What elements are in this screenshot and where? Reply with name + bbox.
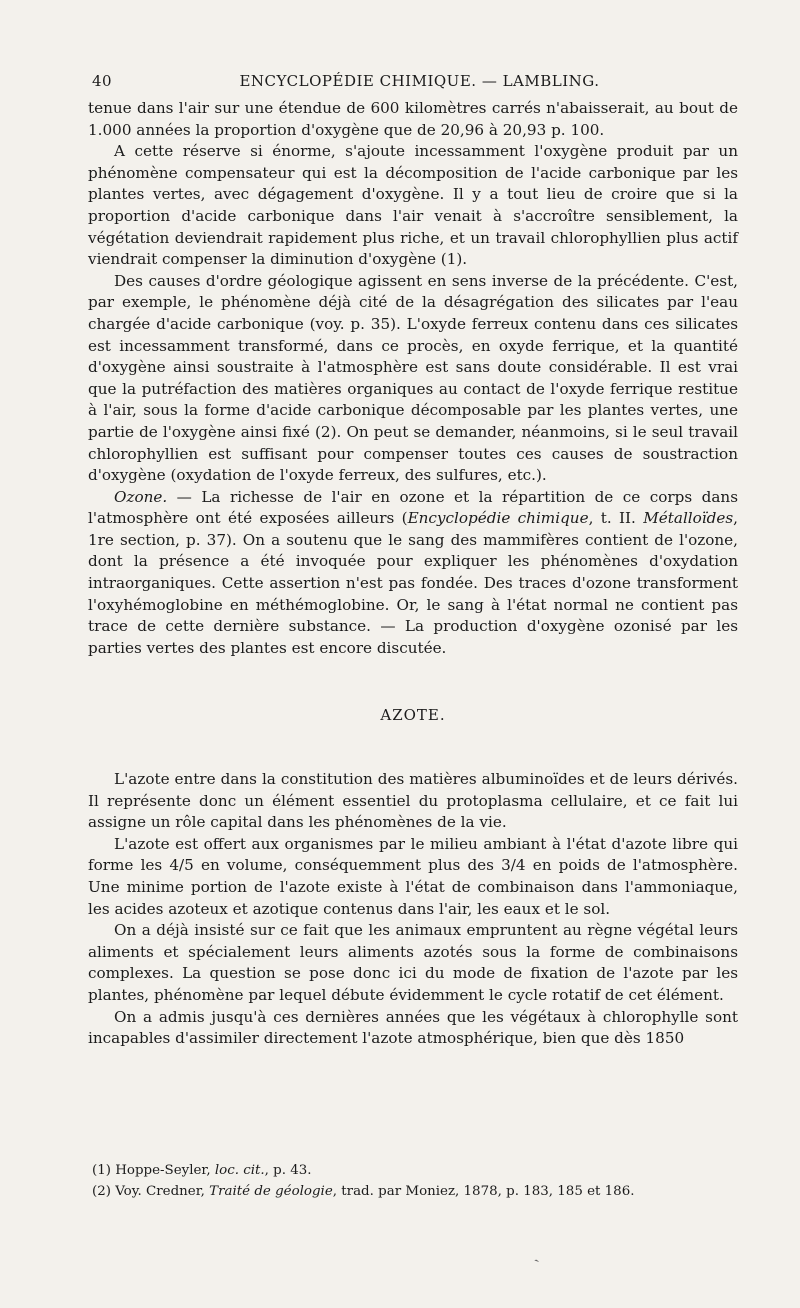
citation: loc. cit.	[214, 1163, 265, 1178]
text-span: , trad. par Moniez, 1878, p. 183, 185 et 186.	[332, 1184, 635, 1199]
citation: Traité de géologie	[209, 1184, 333, 1199]
running-title: ENCYCLOPÉDIE CHIMIQUE. — LAMBLING.	[239, 72, 600, 90]
paragraph-ozone	[88, 487, 738, 660]
paragraph: On a déjà insisté sur ce fait que les animaux empruntent au règne végétal leurs aliments et spécialement leurs aliments azotés sous la forme de combinaisons complexes. La question se pose donc ici du mode de fixation de l'azote par les plantes, phénomène par lequel débute évidemment le cycle rotatif de cet élément.	[88, 921, 738, 1004]
footnotes	[92, 1160, 742, 1202]
paragraph: L'azote est offert aux organismes par le milieu ambiant à l'état d'azote libre qui forme les 4/5 en volume, conséquemment plus des 3/4 en poids de l'atmosphère. Une minime portion de l'azote existe à l'état de combinaison dans l'ammoniaque, les acides azoteux et azotique contenus dans l'air, les eaux et le sol.	[88, 834, 738, 918]
page-number: 40	[92, 72, 113, 90]
text-span: , 1re section, p. 37). On a soutenu que le sang des mammifères contient de l'ozone, dont la présence a été invoquée pour expliquer les phénomènes d'oxydation intraorganiques. Cette assertion n'est pas fondée. Des traces d'ozone transforment l'oxyhémoglobine en méthémoglobine. Or, le sang à l'état normal ne contient pas trace de cette dernière substance. — La production d'oxygène ozonisé par les parties vertes des plantes est encore discutée.	[88, 509, 738, 657]
citation: Encyclopédie chimique	[407, 509, 589, 528]
text-span: , p. 43.	[264, 1163, 312, 1178]
stray-pencil-mark: ˴	[529, 1247, 543, 1270]
section-heading: AZOTE.	[380, 706, 446, 725]
paragraph: Des causes d'ordre géologique agissent en sens inverse de la précédente. C'est, par exemple, le phénomène déjà cité de la désagrégation des silicates par l'eau chargée d'acide carbonique (voy. p. 35). L'oxyde ferreux contenu dans ces silicates est incessamment transformé, dans ce procès, en oxyde ferrique, et la quantité d'oxygène ainsi soustraite à l'atmosphère est sans doute considérable. Il est vrai que la putréfaction des matières organiques au contact de l'oxyde ferrique restitue à l'air, sous la forme d'acide carbonique décomposable par les plantes vertes, une partie de l'oxygène ainsi fixé (2). On peut se demander, néanmoins, si le seul travail chlorophyllien est suffisant pour compenser toutes ces causes de soustraction d'oxygène (oxydation de l'oxyde ferreux, des sulfures, etc.).	[88, 271, 738, 485]
text-span: Voy. Credner,	[110, 1184, 210, 1199]
footnote-number: (1)	[92, 1163, 111, 1178]
footnote-number: (2)	[92, 1184, 111, 1199]
citation: Métalloïdes	[643, 509, 734, 528]
footnote-2	[92, 1181, 742, 1202]
paragraph: L'azote entre dans la constitution des matières albuminoïdes et de leurs dérivés. Il représente donc un élément essentiel du protoplasma cellulaire, et ce fait lui assigne un rôle capital dans les phénomènes de la vie.	[88, 770, 738, 832]
page-header	[92, 72, 747, 94]
paragraph: On a admis jusqu'à ces dernières années que les végétaux à chlorophylle sont incapables d'assimiler directement l'azote atmosphérique, bien que dès 1850	[88, 1007, 738, 1048]
paragraph: A cette réserve si énorme, s'ajoute incessamment l'oxygène produit par un phénomène compensateur qui est la décomposition de l'acide carbonique par les plantes vertes, avec dégagement d'oxygène. Il y a tout lieu de croire que si la proportion d'acide carbonique dans l'air venait à s'accroître sensiblement, la végétation deviendrait rapidement plus riche, et un travail chlorophyllien plus actif viendrait compenser la diminution d'oxygène (1).	[88, 142, 738, 269]
main-text	[88, 98, 738, 1050]
paragraph-continuation: tenue dans l'air sur une étendue de 600 kilomètres carrés n'abaisserait, au bout de 1.000 années la proportion d'oxygène que de 20,96 à 20,93 p. 100.	[88, 99, 738, 139]
text-span: , t. II.	[588, 509, 644, 528]
text-span: — La richesse de l'air en ozone et la répartition de ce corps dans l'atmosphère ont été exposées ailleurs (	[88, 487, 738, 528]
text-span: Hoppe-Seyler,	[110, 1163, 215, 1178]
ozone-label: Ozone.	[114, 487, 168, 506]
footnote-1	[92, 1160, 742, 1181]
